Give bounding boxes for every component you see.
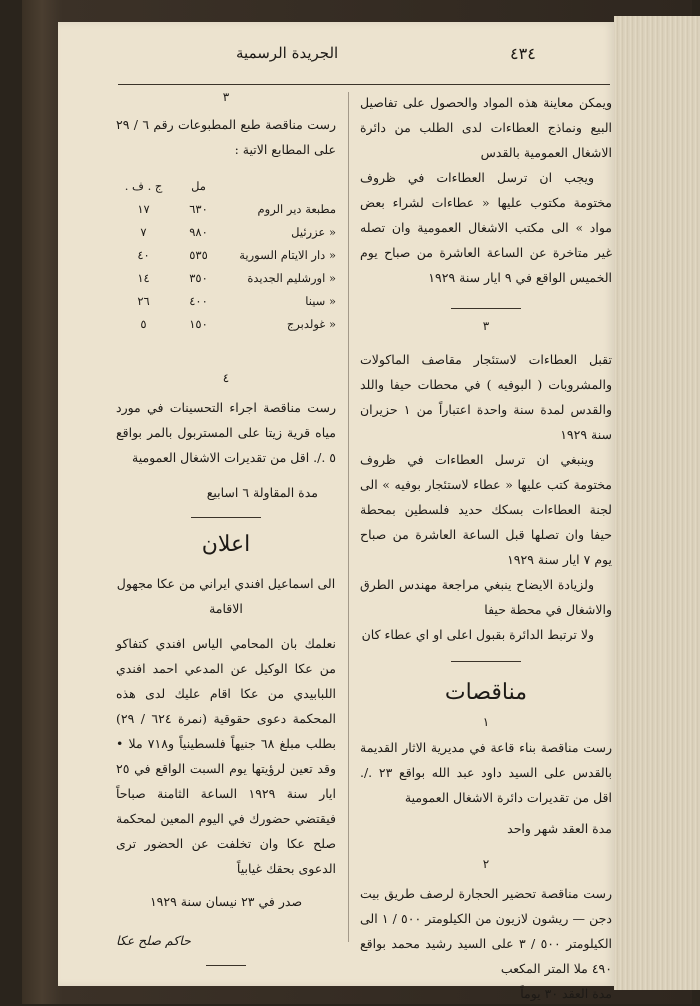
left-para-3: مدة المقاولة ٦ اسابيع bbox=[206, 485, 318, 500]
right-para-2: ويجب ان ترسل العطاءات في ظروف مختومة مكتوب عليها « عطاءات لشراء بعض مواد » الى مكتب الاشغال العمومية وان تصله غير متاخرة عن الساعة العاشرة من صباح يوم الخميس الواقع في ٩ ايار سنة ١٩٢٩ bbox=[360, 170, 612, 285]
notice-heading: اعلان bbox=[201, 532, 251, 557]
section-number-1: ١ bbox=[482, 715, 490, 729]
page-edges bbox=[614, 16, 700, 990]
table-header-cell: ج . ف . bbox=[124, 178, 163, 193]
section-rule bbox=[451, 661, 521, 662]
tenders-heading: مناقصات bbox=[444, 680, 528, 705]
right-para-10: مدة العقد ٣٠ يوماً bbox=[520, 986, 612, 1001]
newspaper-title: الجريدة الرسمية bbox=[236, 44, 339, 62]
right-column bbox=[360, 90, 612, 1006]
section-rule bbox=[206, 965, 246, 966]
table-cell: « سينا bbox=[305, 293, 336, 308]
right-para-9: رست مناقصة تحضير الحجارة لرصف طريق بيت دجن — ريشون لازيون من الكيلومتر ٥٠٠ / ١ الى الكيلومتر ٥٠٠ / ٣ على السيد رشيد محمد بواقع ٤٩٠ ملا المتر المكعب bbox=[360, 886, 612, 976]
table-cell: « اورشليم الجديدة bbox=[247, 270, 336, 285]
left-column bbox=[116, 90, 336, 966]
table-cell: مطبعة دير الروم bbox=[257, 201, 336, 216]
left-para-5: نعلمك بان المحامي الياس افندي كتفاكو من عكا الوكيل عن المدعي احمد افندي اللبابيدي من عكا اقام عليك لدى هذه المحكمة دعوى حقوقية (نمرة ٦٢٤ / ٢٩) بطلب مبلغ ٦٨ جنيهاً فلسطينياً و٧١٨ ملا • وقد تعين لرؤيتها يوم السبت الواقع في ٢٥ ايار سنة ١٩٢٩ الساعة الثامنة صباحاً فيقتضي حضورك في اليوم المعين لمحكمة صلح عكا وان تخلفت عن الحضور ترى الدعوى بحقك غيابياً bbox=[116, 636, 336, 876]
section-rule bbox=[451, 308, 521, 309]
left-para-6: صدر في ٢٣ نيسان سنة ١٩٢٩ bbox=[149, 894, 303, 909]
header-rule bbox=[118, 84, 610, 85]
section-number-3-left: ٣ bbox=[222, 90, 230, 104]
section-number-4: ٤ bbox=[222, 371, 230, 385]
right-para-3: تقبل العطاءات لاستئجار مقاصف الماكولات والمشروبات ( البوفيه ) في محطات حيفا واللد والقدس لمدة سنة واحدة اعتباراً من ١ حزيران سنة ١٩٢٩ bbox=[360, 352, 612, 442]
table-row bbox=[116, 197, 336, 220]
table-cell: ١٧ bbox=[137, 201, 150, 216]
signature-line: حاكم صلح عكا bbox=[116, 933, 191, 948]
column-divider bbox=[348, 92, 349, 942]
table-cell: ٢٦ bbox=[137, 293, 150, 308]
book-spread bbox=[22, 0, 692, 1004]
table-header-cell: مل bbox=[191, 178, 206, 193]
table-cell: ١٥٠ bbox=[189, 316, 208, 331]
printers-table bbox=[116, 174, 336, 335]
table-row bbox=[116, 312, 336, 335]
section-number-2: ٢ bbox=[482, 857, 490, 871]
section-number-3: ٣ bbox=[482, 319, 490, 333]
page-number: ٤٣٤ bbox=[510, 44, 536, 63]
table-cell: ٧ bbox=[140, 224, 147, 239]
table-header-row bbox=[116, 174, 336, 197]
table-row bbox=[116, 266, 336, 289]
table-cell: ٥٣٥ bbox=[189, 247, 208, 262]
right-para-7: رست مناقصة بناء قاعة في مديرية الاثار القديمة بالقدس على السيد داود عبد الله بواقع ٢٣ ./. اقل من تقديرات دائرة الاشغال العمومية bbox=[360, 740, 612, 805]
table-cell: « دار الايتام السورية bbox=[239, 247, 336, 262]
table-row bbox=[116, 220, 336, 243]
table-cell: ٣٥٠ bbox=[189, 270, 208, 285]
right-para-1: ويمكن معاينة هذه المواد والحصول على تفاصيل البيع ونماذج العطاءات لدى الطلب من دائرة الاشغال العمومية بالقدس bbox=[360, 95, 612, 160]
table-row bbox=[116, 243, 336, 266]
left-para-1: رست مناقصة طبع المطبوعات رقم ٦ / ٢٩ على المطابع الاتية : bbox=[116, 117, 336, 157]
left-para-2: رست مناقصة اجراء التحسينات في مورد مياه قرية زيتا على المستربول بالمر بواقع ٥ ./. اقل من تقديرات الاشغال العمومية bbox=[116, 400, 336, 465]
section-rule bbox=[191, 517, 261, 518]
table-cell: ٦٣٠ bbox=[189, 201, 208, 216]
table-cell: « عزرئيل bbox=[291, 224, 336, 239]
table-cell: « غولدبرج bbox=[286, 316, 336, 331]
table-cell: ٥ bbox=[140, 316, 147, 331]
right-para-8: مدة العقد شهر واحد bbox=[507, 821, 612, 836]
table-cell: ٩٨٠ bbox=[189, 224, 208, 239]
table-cell: ١٤ bbox=[137, 270, 150, 285]
table-cell: ٤٠٠ bbox=[189, 293, 208, 308]
document-page bbox=[58, 22, 614, 1001]
right-para-6: ولا ترتبط الدائرة بقبول اعلى او اي عطاء كان bbox=[361, 627, 594, 642]
right-para-4: وينبغي ان ترسل العطاءات في ظروف مختومة كتب عليها « عطاء لاستئجار بوفيه » الى لجنة العطاءات بسكك حديد فلسطين بمحطة حيفا وان تصلها قبل الساعة العاشرة من صباح يوم ٧ ايار سنة ١٩٢٩ bbox=[360, 452, 612, 567]
left-para-4: الى اسماعيل افندي ايراني من عكا مجهول الاقامة bbox=[116, 576, 336, 616]
table-header-cell bbox=[226, 174, 336, 197]
table-cell: ٤٠ bbox=[137, 247, 150, 262]
right-para-5: ولزيادة الايضاح ينبغي مراجعة مهندس الطرق والاشغال في محطة حيفا bbox=[360, 577, 612, 617]
table-row bbox=[116, 289, 336, 312]
